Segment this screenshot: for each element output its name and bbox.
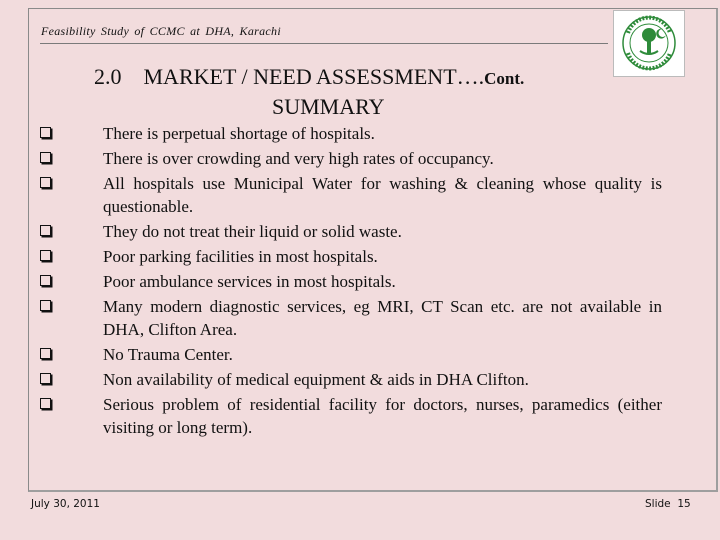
square-bullet-icon — [40, 177, 51, 188]
slide-title — [94, 64, 524, 90]
list-item-text: Serious problem of residential facility for doctors, nurses, paramedics (either visiting or long term). — [103, 395, 662, 437]
footer-date: July 30, 2011 — [31, 498, 100, 510]
list-item-text: There is perpetual shortage of hospitals. — [103, 124, 375, 143]
list-item — [40, 220, 662, 243]
header-title: Feasibility Study of CCMC at DHA, Karachi — [41, 24, 281, 38]
list-item — [40, 172, 662, 218]
section-number: 2.0 — [94, 64, 122, 89]
square-bullet-icon — [40, 152, 51, 163]
slide-subtitle: SUMMARY — [272, 94, 385, 119]
slide-number-value: 15 — [677, 498, 691, 510]
green-crest-logo-icon — [613, 10, 685, 77]
square-bullet-icon — [40, 373, 51, 384]
slide-number — [645, 498, 691, 510]
square-bullet-icon — [40, 127, 51, 138]
list-item — [40, 295, 662, 341]
square-bullet-icon — [40, 275, 51, 286]
list-item-text: Non availability of medical equipment & aids in DHA Clifton. — [103, 370, 529, 389]
list-item — [40, 393, 662, 439]
list-item — [40, 343, 662, 366]
header-divider — [40, 43, 608, 44]
list-item-text: All hospitals use Municipal Water for washing & cleaning whose quality is questionable. — [103, 174, 662, 216]
list-item-text: Poor ambulance services in most hospitals. — [103, 272, 396, 291]
square-bullet-icon — [40, 250, 51, 261]
square-bullet-icon — [40, 398, 51, 409]
list-item-text: No Trauma Center. — [103, 345, 233, 364]
list-item-text: There is over crowding and very high rates of occupancy. — [103, 149, 494, 168]
square-bullet-icon — [40, 348, 51, 359]
square-bullet-icon — [40, 300, 51, 311]
list-item-text: Poor parking facilities in most hospitals. — [103, 247, 378, 266]
summary-list — [40, 122, 662, 441]
list-item — [40, 368, 662, 391]
section-heading: MARKET / NEED ASSESSMENT…. — [143, 64, 485, 89]
continued-label: Cont. — [484, 69, 525, 88]
slide-label: Slide — [645, 498, 671, 510]
square-bullet-icon — [40, 225, 51, 236]
list-item — [40, 270, 662, 293]
list-item-text: They do not treat their liquid or solid waste. — [103, 222, 402, 241]
list-item — [40, 147, 662, 170]
list-item-text: Many modern diagnostic services, eg MRI, CT Scan etc. are not available in DHA, Clifton Area. — [103, 297, 662, 339]
list-item — [40, 245, 662, 268]
list-item — [40, 122, 662, 145]
